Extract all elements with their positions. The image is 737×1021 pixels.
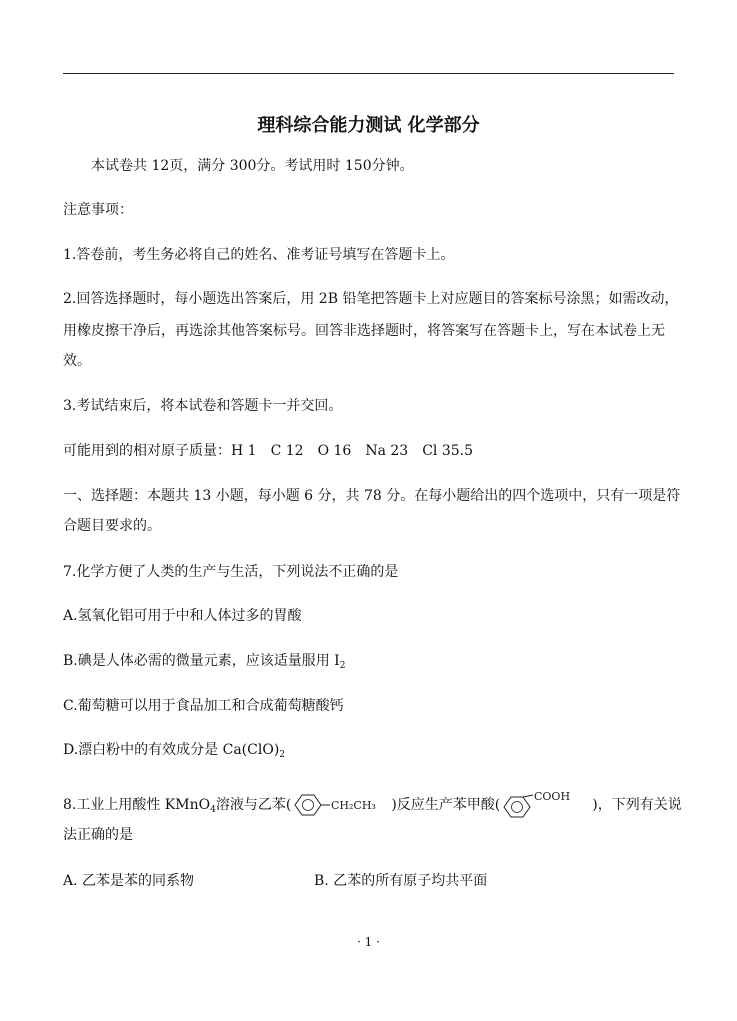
atomic-mass-o: O 16 — [317, 443, 352, 459]
q8-option-a: A. 乙苯是苯的同系物 — [63, 873, 195, 889]
notice-item-3: 3.考试结束后，将本试卷和答题卡一并交回。 — [63, 398, 343, 414]
q8-stem-line-2: 法正确的是 — [63, 827, 133, 843]
atomic-mass-h: H 1 — [231, 443, 257, 459]
notice-item-2-line-3: 效。 — [63, 353, 91, 369]
page-title: 理科综合能力测试 化学部分 — [257, 115, 480, 136]
notice-item-2-line-2: 用橡皮擦干净后，再选涂其他答案标号。回答非选择题时，将答案写在答题卡上，写在本试卷上无 — [63, 323, 665, 339]
q8-option-b: B. 乙苯的所有原子均共平面 — [314, 873, 488, 889]
q7-option-a: A.氢氧化铝可用于中和人体过多的胃酸 — [63, 608, 302, 624]
atomic-mass-label: 可能用到的相对原子质量： — [63, 443, 231, 459]
ethylbenzene-structure — [292, 792, 390, 818]
q8-stem-line-1: 8.工业上用酸性 KMnO$_4$溶液与乙苯( CH₂CH₃ )反应生产苯甲酸( COOH )，下列有关说 — [63, 790, 682, 820]
notice-item-2-line-1: 2.回答选择题时，每小题选出答案后，用 2B 铅笔把答题卡上对应题目的答案标号涂黑；如需改动， — [63, 291, 679, 307]
exam-intro: 本试卷共 12页，满分 300分。考试用时 150分钟。 — [91, 158, 414, 174]
q7-stem: 7.化学方便了人类的生产与生活，下列说法不正确的是 — [63, 564, 399, 580]
section-heading-line-2: 合题目要求的。 — [63, 518, 161, 534]
carboxyl-group-label: COOH — [534, 790, 571, 803]
benzoic-acid-structure — [501, 790, 591, 820]
section-heading-line-1: 一、选择题：本题共 13 小题，每小题 6 分，共 78 分。在每小题给出的四个选项中，只有一项是符 — [63, 488, 681, 504]
q7-option-c: C.葡萄糖可以用于食品加工和合成葡萄糖酸钙 — [63, 698, 344, 714]
notice-heading: 注意事项： — [63, 202, 133, 218]
header-rule — [63, 73, 674, 74]
q7-option-d: D.漂白粉中的有效成分是 $Ca(ClO)_2$ — [63, 742, 286, 760]
page-number: · 1 · — [357, 935, 380, 949]
atomic-mass-line — [63, 441, 473, 461]
ethyl-group-label: CH₂CH₃ — [331, 799, 377, 812]
notice-item-1: 1.答卷前，考生务必将自己的姓名、准考证号填写在答题卡上。 — [63, 247, 455, 263]
atomic-mass-c: C 12 — [270, 443, 304, 459]
q7-option-b: B.碘是人体必需的微量元素，应该适量服用 $I_2$ — [63, 653, 346, 671]
atomic-mass-na: Na 23 — [365, 443, 409, 459]
atomic-mass-cl: Cl 35.5 — [422, 443, 473, 459]
